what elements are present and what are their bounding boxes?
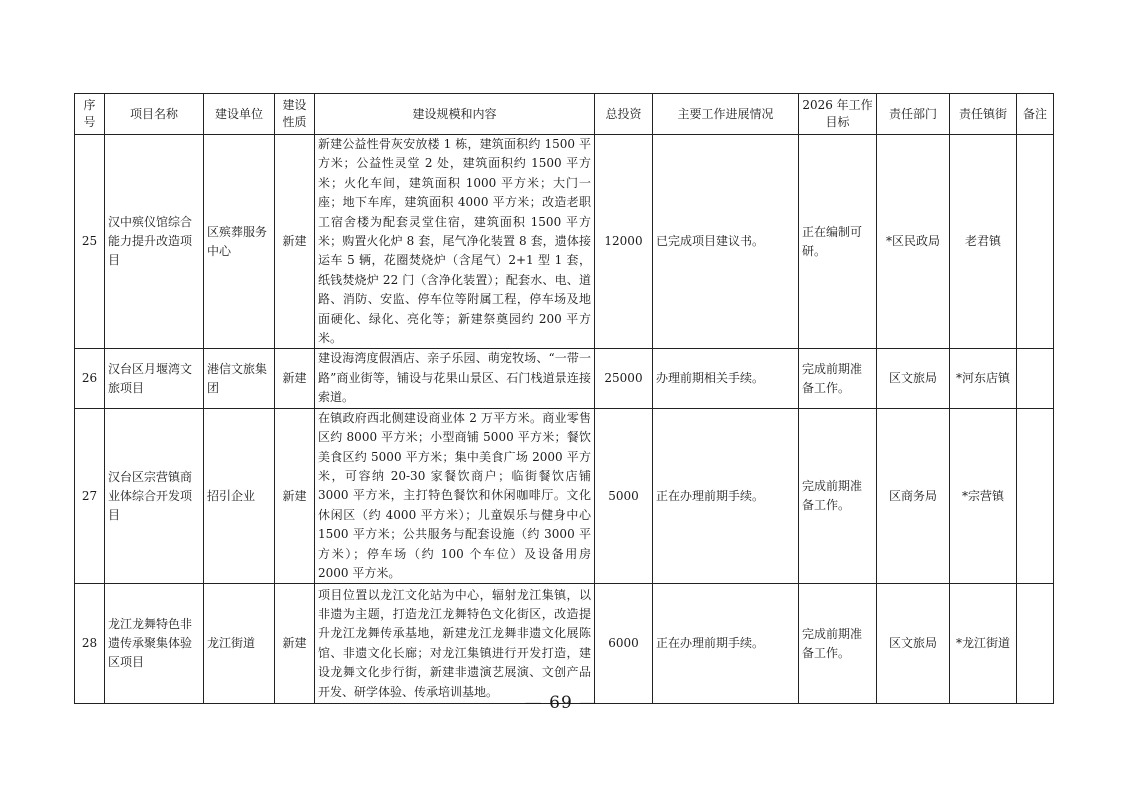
cell-unit: 港信文旅集团 (204, 349, 275, 408)
cell-target: 正在编制可研。 (799, 135, 877, 349)
header-remark: 备注 (1017, 94, 1054, 135)
header-target: 2026 年工作目标 (799, 94, 877, 135)
header-dept: 责任部门 (877, 94, 950, 135)
cell-nature: 新建 (275, 135, 315, 349)
cell-name: 汉台区宗营镇商业体综合开发项目 (105, 408, 204, 584)
header-seq: 序号 (75, 94, 105, 135)
cell-nature: 新建 (275, 408, 315, 584)
cell-dept: 区商务局 (877, 408, 950, 584)
header-progress: 主要工作进展情况 (653, 94, 799, 135)
page-number: — 69 — (524, 693, 598, 713)
cell-remark (1017, 349, 1054, 408)
cell-remark (1017, 135, 1054, 349)
cell-seq: 28 (75, 584, 105, 704)
cell-target: 完成前期准备工作。 (799, 408, 877, 584)
cell-remark (1017, 584, 1054, 704)
cell-scale: 项目位置以龙江文化站为中心，辐射龙江集镇，以非遗为主题，打造龙江龙舞特色文化街区，改造提升龙江龙舞传承基地，新建龙江龙舞非遗文化展陈馆、非遗文化长廊；对龙江集镇进行开发打造，建设龙舞文化步行街，新建非遗演艺展演、文创产品开发、研学体验、传承培训基地。 (315, 584, 595, 704)
cell-unit: 龙江街道 (204, 584, 275, 704)
cell-dept: 区文旅局 (877, 584, 950, 704)
cell-seq: 27 (75, 408, 105, 584)
cell-invest: 6000 (595, 584, 653, 704)
cell-scale: 在镇政府西北侧建设商业体 2 万平方米。商业零售区约 8000 平方米；小型商铺 5000 平方米；餐饮美食区约 5000 平方米；集中美食广场 2000 平方米，可容纳 20-30 家餐饮商户；临街餐饮店铺 3000 平方米，主打特色餐饮和休闲咖啡厅。文化休闲区（约 4000 平方米）；儿童娱乐与健身中心 1500 平方米；公共服务与配套设施（约 3000 平方米）；停车场（约 100 个车位）及设备用房 2000 平方米。 (315, 408, 595, 584)
cell-target: 完成前期准备工作。 (799, 584, 877, 704)
cell-town: *龙江街道 (950, 584, 1017, 704)
cell-name: 汉中殡仪馆综合能力提升改造项目 (105, 135, 204, 349)
cell-scale: 新建公益性骨灰安放楼 1 栋，建筑面积约 1500 平方米；公益性灵堂 2 处，建筑面积约 1500 平方米；火化车间，建筑面积 1000 平方米；大门一座；地下车库，建筑面积 4000 平方米；改造老职工宿舍楼为配套灵堂住宿，建筑面积 1500 平方米；购置火化炉 8 套，尾气净化装置 8 套，遗体接运车 5 辆，花圈焚烧炉（含尾气）2+1 型 1 套，纸钱焚烧炉 22 门（含净化装置）；配套水、电、道路、消防、安监、停车位等附属工程，停车场及地面硬化、绿化、亮化等；新建祭奠园约 200 平方米。 (315, 135, 595, 349)
cell-seq: 26 (75, 349, 105, 408)
cell-nature: 新建 (275, 584, 315, 704)
header-town: 责任镇街 (950, 94, 1017, 135)
header-scale: 建设规模和内容 (315, 94, 595, 135)
cell-unit: 区殡葬服务中心 (204, 135, 275, 349)
cell-nature: 新建 (275, 349, 315, 408)
cell-target: 完成前期准备工作。 (799, 349, 877, 408)
cell-progress: 办理前期相关手续。 (653, 349, 799, 408)
header-unit: 建设单位 (204, 94, 275, 135)
cell-progress: 正在办理前期手续。 (653, 584, 799, 704)
project-table (74, 93, 1054, 704)
cell-town: *河东店镇 (950, 349, 1017, 408)
cell-remark (1017, 408, 1054, 584)
cell-dept: 区文旅局 (877, 349, 950, 408)
header-name: 项目名称 (105, 94, 204, 135)
cell-seq: 25 (75, 135, 105, 349)
header-row (75, 94, 1054, 135)
table-row (75, 584, 1054, 704)
header-invest: 总投资 (595, 94, 653, 135)
cell-unit: 招引企业 (204, 408, 275, 584)
cell-invest: 12000 (595, 135, 653, 349)
cell-town: 老君镇 (950, 135, 1017, 349)
cell-town: *宗营镇 (950, 408, 1017, 584)
cell-invest: 25000 (595, 349, 653, 408)
cell-progress: 已完成项目建议书。 (653, 135, 799, 349)
cell-scale: 建设海湾度假酒店、亲子乐园、萌宠牧场、“一带一路”商业街等，铺设与花果山景区、石门栈道景连接索道。 (315, 349, 595, 408)
cell-dept: *区民政局 (877, 135, 950, 349)
table-row (75, 349, 1054, 408)
cell-name: 龙江龙舞特色非遗传承聚集体验区项目 (105, 584, 204, 704)
header-nature: 建设性质 (275, 94, 315, 135)
table-row (75, 408, 1054, 584)
table-row (75, 135, 1054, 349)
cell-progress: 正在办理前期手续。 (653, 408, 799, 584)
cell-invest: 5000 (595, 408, 653, 584)
cell-name: 汉台区月堰湾文旅项目 (105, 349, 204, 408)
